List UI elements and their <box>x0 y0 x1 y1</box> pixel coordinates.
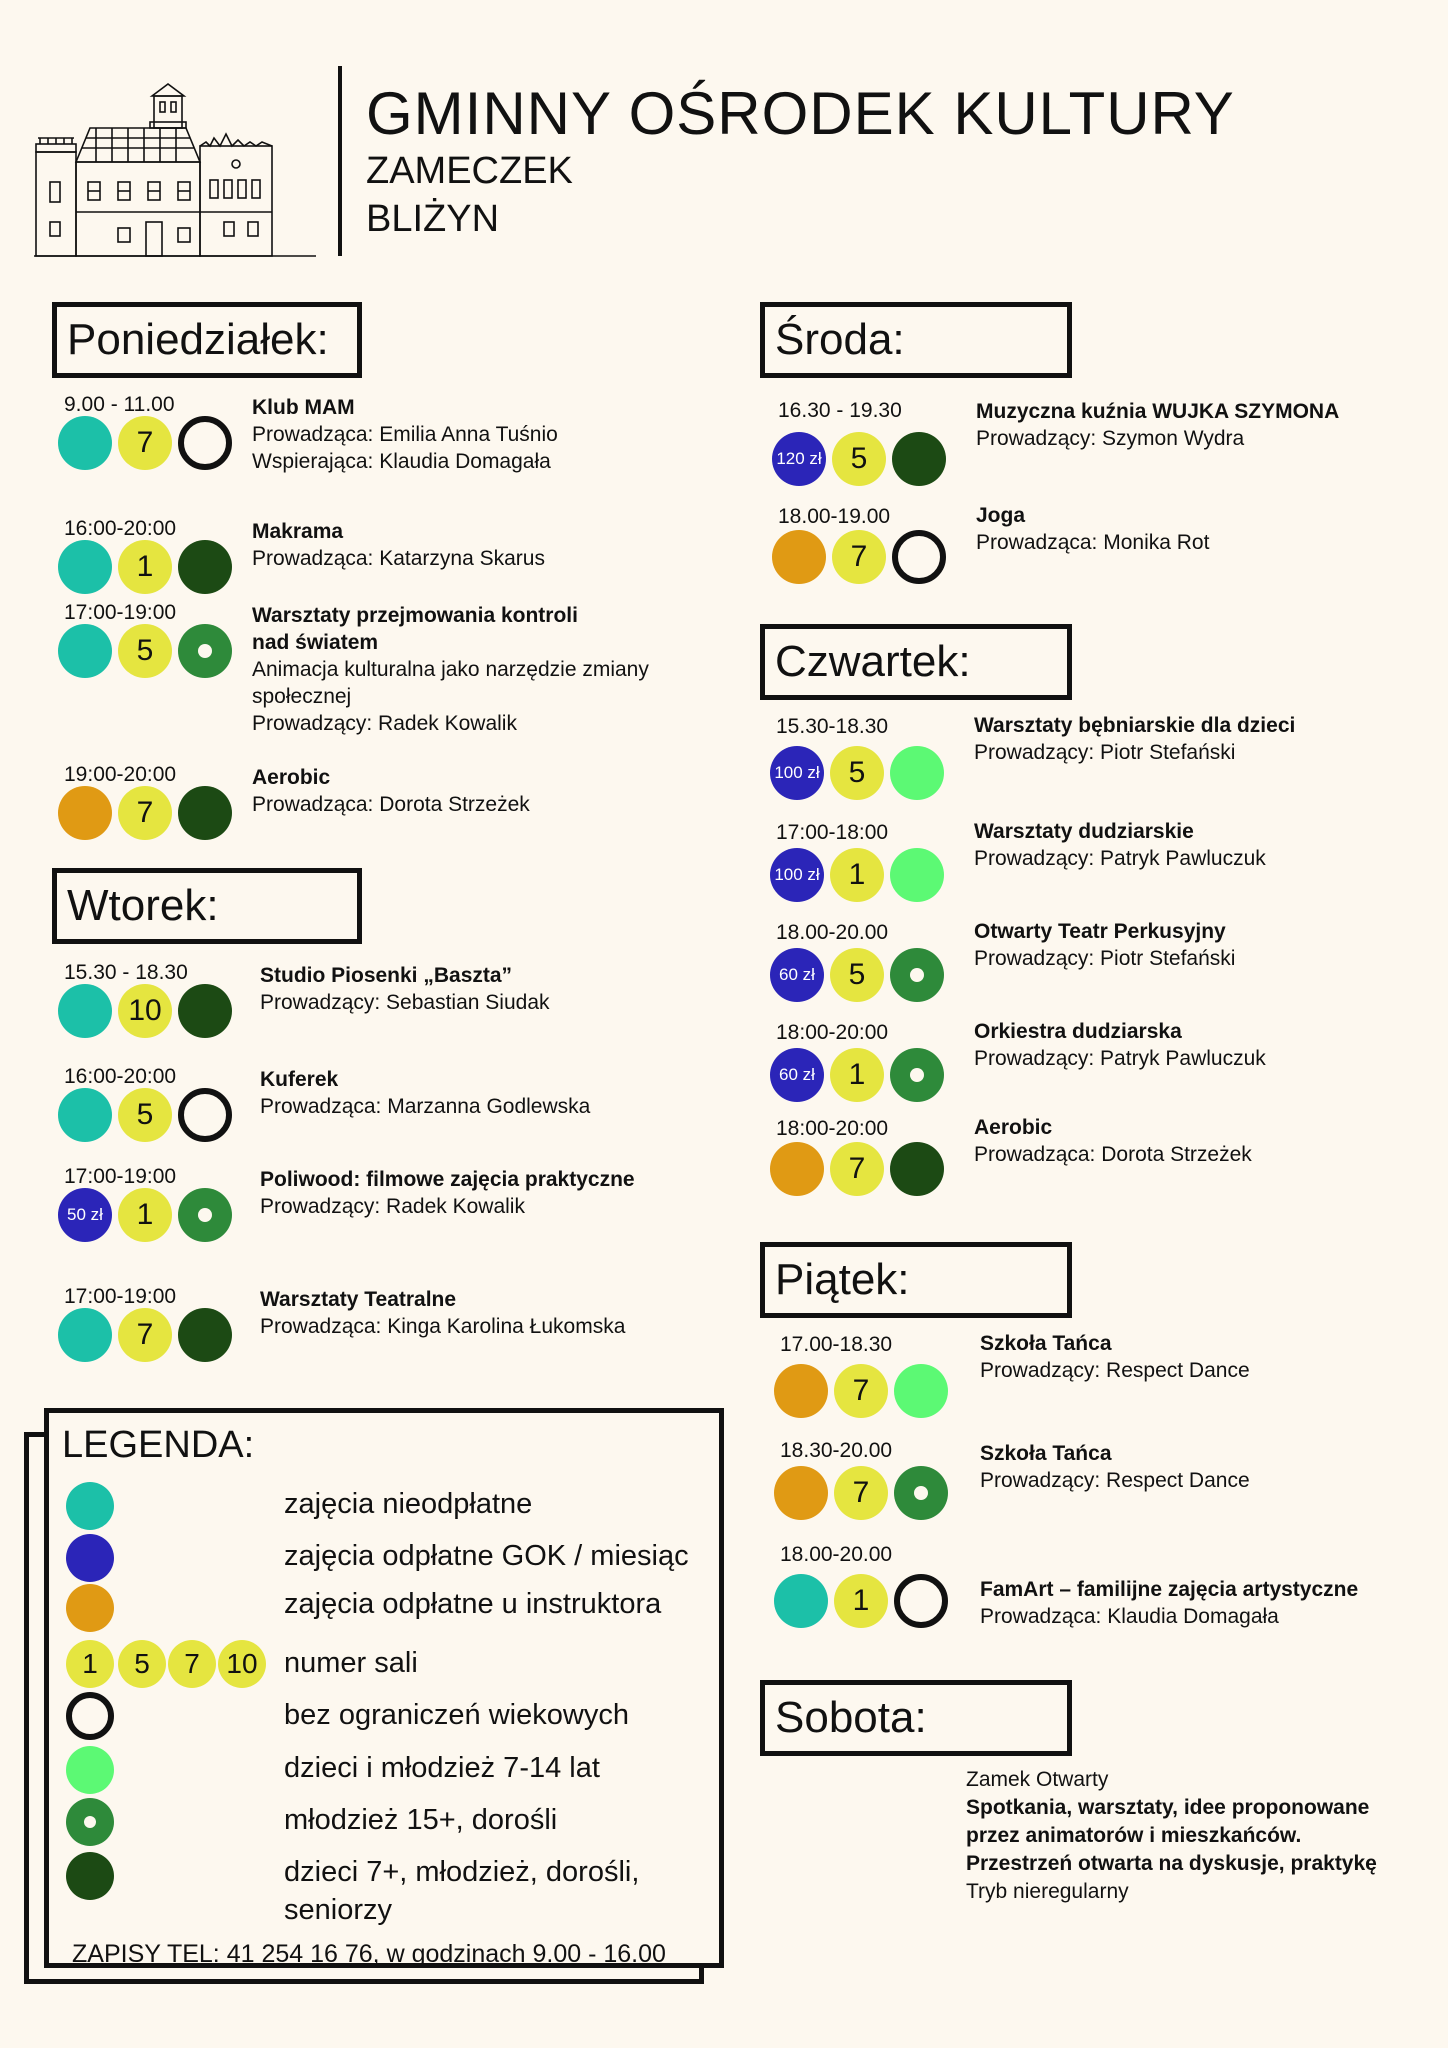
day-heading-wednesday: Środa: <box>760 302 1072 378</box>
free-badge <box>58 984 112 1038</box>
room-number-badge: 7 <box>834 1466 888 1520</box>
session-title: Szkoła Tańca <box>980 1332 1112 1355</box>
session-detail: społecznej <box>252 685 352 708</box>
room-number-badge: 7 <box>834 1364 888 1418</box>
session-title: Joga <box>976 504 1026 527</box>
session-detail: Prowadzący: Piotr Stefański <box>974 741 1236 764</box>
session-detail: Prowadząca: Katarzyna Skarus <box>252 547 545 570</box>
session-title: Aerobic <box>974 1116 1053 1139</box>
session-info <box>974 918 1235 972</box>
room-number-badge: 5 <box>118 1088 172 1142</box>
session-detail: Prowadząca: Marzanna Godlewska <box>260 1095 591 1118</box>
age-group-badge <box>894 1466 948 1520</box>
room-number-badge: 7 <box>830 1142 884 1196</box>
session-time: 17:00-19:00 <box>64 601 177 624</box>
session-title: Poliwood: filmowe zajęcia praktyczne <box>260 1168 635 1191</box>
session-detail: Animacja kulturalna jako narzędzie zmiany <box>252 658 649 681</box>
dot-icon <box>198 1208 212 1222</box>
day-heading-thursday: Czwartek: <box>760 624 1072 700</box>
session-info <box>260 1166 635 1220</box>
legend-room-1: 1 <box>66 1640 114 1688</box>
session-time: 16:00-20:00 <box>64 517 177 540</box>
session-info <box>980 1440 1250 1494</box>
session-info <box>260 962 550 1016</box>
session-time: 19:00-20:00 <box>64 763 177 786</box>
paid-gok-badge: 120 zł <box>772 432 826 486</box>
session-title: Warsztaty przejmowania kontroli <box>252 604 578 627</box>
room-number-badge: 7 <box>118 1308 172 1362</box>
signup-phone: ZAPISY TEL: 41 254 16 76, w godzinach 9.00 - 16.00 <box>72 1940 666 1968</box>
age-group-badge <box>178 1308 232 1362</box>
session-info <box>980 1576 1358 1630</box>
session-title: nad światem <box>252 631 379 654</box>
age-group-badge <box>892 432 946 486</box>
session-title: FamArt – familijne zajęcia artystyczne <box>980 1578 1359 1601</box>
paid-gok-badge: 50 zł <box>58 1188 112 1242</box>
session-title: Makrama <box>252 520 344 543</box>
session-detail: Prowadząca: Dorota Strzeżek <box>974 1143 1252 1166</box>
paid-gok-badge: 60 zł <box>770 948 824 1002</box>
age-group-badge <box>178 624 232 678</box>
session-time: 18:00-20:00 <box>776 1117 889 1140</box>
legend-title: LEGENDA: <box>62 1424 255 1466</box>
free-badge <box>58 624 112 678</box>
session-title: Szkoła Tańca <box>980 1442 1112 1465</box>
session-detail: Wspierająca: Klaudia Domagała <box>252 450 551 473</box>
session-info <box>974 712 1295 766</box>
legend-age-none-swatch <box>66 1692 114 1740</box>
session-time: 16.30 - 19.30 <box>778 399 902 422</box>
dot-icon <box>198 644 212 658</box>
age-group-badge <box>894 1364 948 1418</box>
dot-icon <box>910 1068 924 1082</box>
session-title: Studio Piosenki „Baszta” <box>260 964 513 987</box>
day-heading-monday: Poniedziałek: <box>52 302 362 378</box>
room-number-badge: 10 <box>118 984 172 1038</box>
org-subtitle-zameczek: ZAMECZEK <box>366 150 573 192</box>
legend-age-15-label: młodzież 15+, dorośli <box>284 1804 558 1836</box>
age-group-badge <box>178 1188 232 1242</box>
saturday-title: Zamek Otwarty <box>966 1768 1109 1791</box>
room-number-badge: 1 <box>834 1574 888 1628</box>
legend-paid-instructor-label: zajęcia odpłatne u instruktora <box>284 1588 662 1620</box>
age-group-badge <box>178 416 232 470</box>
free-badge <box>58 1308 112 1362</box>
age-group-badge <box>890 1142 944 1196</box>
session-detail: Prowadząca: Monika Rot <box>976 531 1210 554</box>
paid-instructor-badge <box>770 1142 824 1196</box>
session-title: Muzyczna kuźnia WUJKA SZYMONA <box>976 400 1340 423</box>
legend-room-label: numer sali <box>284 1647 418 1679</box>
org-subtitle-blizyn: BLIŻYN <box>366 198 500 240</box>
paid-gok-badge: 100 zł <box>770 746 824 800</box>
session-info <box>980 1330 1250 1384</box>
session-detail: Prowadzący: Szymon Wydra <box>976 427 1245 450</box>
session-info <box>974 1114 1252 1168</box>
room-number-badge: 1 <box>118 540 172 594</box>
age-group-badge <box>890 1048 944 1102</box>
free-badge <box>58 416 112 470</box>
legend-age-7-14-swatch <box>66 1746 114 1794</box>
paid-gok-badge: 100 zł <box>770 848 824 902</box>
session-time: 18:00-20:00 <box>776 1021 889 1044</box>
paid-gok-badge: 60 zł <box>770 1048 824 1102</box>
legend-free-swatch <box>66 1482 114 1530</box>
session-info <box>974 1018 1266 1072</box>
dot-icon <box>84 1816 96 1828</box>
session-time: 18.30-20.00 <box>780 1439 893 1462</box>
dot-icon <box>914 1486 928 1500</box>
session-info <box>260 1286 625 1340</box>
paid-instructor-badge <box>772 530 826 584</box>
day-heading-friday: Piątek: <box>760 1242 1072 1318</box>
legend-room-7: 7 <box>168 1640 216 1688</box>
legend-free-label: zajęcia nieodpłatne <box>284 1488 533 1520</box>
paid-instructor-badge <box>774 1364 828 1418</box>
room-number-badge: 5 <box>118 624 172 678</box>
session-info <box>252 394 558 475</box>
free-badge <box>58 1088 112 1142</box>
age-group-badge <box>894 1574 948 1628</box>
session-title: Warsztaty bębniarskie dla dzieci <box>974 714 1296 737</box>
age-group-badge <box>892 530 946 584</box>
session-time: 15.30-18.30 <box>776 715 889 738</box>
room-number-badge: 1 <box>118 1188 172 1242</box>
session-title: Warsztaty Teatralne <box>260 1288 457 1311</box>
session-detail: Prowadząca: Kinga Karolina Łukomska <box>260 1315 626 1338</box>
session-detail: Prowadzący: Patryk Pawluczuk <box>974 1047 1266 1070</box>
org-title: GMINNY OŚRODEK KULTURY <box>366 80 1235 147</box>
saturday-line: przez animatorów i mieszkańców. <box>966 1824 1302 1847</box>
age-group-badge <box>890 848 944 902</box>
legend-room-5: 5 <box>118 1640 166 1688</box>
session-time: 18.00-20.00 <box>780 1543 893 1566</box>
room-number-badge: 7 <box>118 786 172 840</box>
age-group-badge <box>178 1088 232 1142</box>
age-group-badge <box>178 786 232 840</box>
legend-age-all-label-2: seniorzy <box>284 1894 392 1926</box>
session-title: Orkiestra dudziarska <box>974 1020 1182 1043</box>
session-time: 17.00-18.30 <box>780 1333 893 1356</box>
castle-logo <box>34 82 316 258</box>
session-detail: Prowadzący: Respect Dance <box>980 1469 1250 1492</box>
session-detail: Prowadzący: Radek Kowalik <box>260 1195 525 1218</box>
saturday-description <box>966 1766 1377 1906</box>
session-info <box>260 1066 590 1120</box>
session-time: 17:00-19:00 <box>64 1165 177 1188</box>
dot-icon <box>910 968 924 982</box>
session-time: 17:00-19:00 <box>64 1285 177 1308</box>
session-detail: Prowadząca: Dorota Strzeżek <box>252 793 530 816</box>
legend-age-all-label: dzieci 7+, młodzież, dorośli, <box>284 1856 640 1888</box>
saturday-mode: Tryb nieregularny <box>966 1880 1129 1903</box>
age-group-badge <box>178 540 232 594</box>
session-title: Warsztaty dudziarskie <box>974 820 1194 843</box>
legend-paid-gok-label: zajęcia odpłatne GOK / miesiąc <box>284 1540 689 1572</box>
saturday-line: Spotkania, warsztaty, idee proponowane <box>966 1796 1370 1819</box>
age-group-badge <box>178 984 232 1038</box>
legend-paid-instructor-swatch <box>66 1584 114 1632</box>
session-detail: Prowadzący: Patryk Pawluczuk <box>974 847 1266 870</box>
header-divider <box>338 66 342 256</box>
session-title: Otwarty Teatr Perkusyjny <box>974 920 1226 943</box>
day-heading-saturday: Sobota: <box>760 1680 1072 1756</box>
session-detail: Prowadzący: Sebastian Siudak <box>260 991 550 1014</box>
legend-room-10: 10 <box>218 1640 266 1688</box>
room-number-badge: 1 <box>830 1048 884 1102</box>
session-time: 18.00-19.00 <box>778 505 891 528</box>
session-info <box>976 398 1339 452</box>
session-time: 9.00 - 11.00 <box>64 393 175 416</box>
session-info <box>252 602 649 737</box>
session-time: 18.00-20.00 <box>776 921 889 944</box>
session-info <box>252 764 530 818</box>
legend-age-15-swatch <box>66 1798 114 1846</box>
session-time: 17:00-18:00 <box>776 821 889 844</box>
room-number-badge: 5 <box>830 948 884 1002</box>
session-title: Kuferek <box>260 1068 339 1091</box>
session-info <box>252 518 545 572</box>
paid-instructor-badge <box>774 1466 828 1520</box>
session-detail: Prowadzący: Radek Kowalik <box>252 712 517 735</box>
room-number-badge: 5 <box>830 746 884 800</box>
session-info <box>976 502 1209 556</box>
session-info <box>974 818 1266 872</box>
age-group-badge <box>890 746 944 800</box>
legend-age-none-label: bez ograniczeń wiekowych <box>284 1699 629 1731</box>
room-number-badge: 7 <box>118 416 172 470</box>
session-detail: Prowadzący: Respect Dance <box>980 1359 1250 1382</box>
room-number-badge: 1 <box>830 848 884 902</box>
free-badge <box>58 540 112 594</box>
saturday-line: Przestrzeń otwarta na dyskusje, praktykę <box>966 1852 1377 1875</box>
free-badge <box>774 1574 828 1628</box>
age-group-badge <box>890 948 944 1002</box>
paid-instructor-badge <box>58 786 112 840</box>
session-title: Klub MAM <box>252 396 355 419</box>
legend-age-all-swatch <box>66 1852 114 1900</box>
room-number-badge: 5 <box>832 432 886 486</box>
session-time: 16:00-20:00 <box>64 1065 177 1088</box>
session-detail: Prowadzący: Piotr Stefański <box>974 947 1236 970</box>
session-title: Aerobic <box>252 766 331 789</box>
session-detail: Prowadząca: Emilia Anna Tuśnio <box>252 423 558 446</box>
session-time: 15.30 - 18.30 <box>64 961 188 984</box>
room-number-badge: 7 <box>832 530 886 584</box>
legend-age-7-14-label: dzieci i młodzież 7-14 lat <box>284 1752 600 1784</box>
session-detail: Prowadząca: Klaudia Domagała <box>980 1605 1279 1628</box>
day-heading-tuesday: Wtorek: <box>52 868 362 944</box>
legend-paid-gok-swatch <box>66 1534 114 1582</box>
